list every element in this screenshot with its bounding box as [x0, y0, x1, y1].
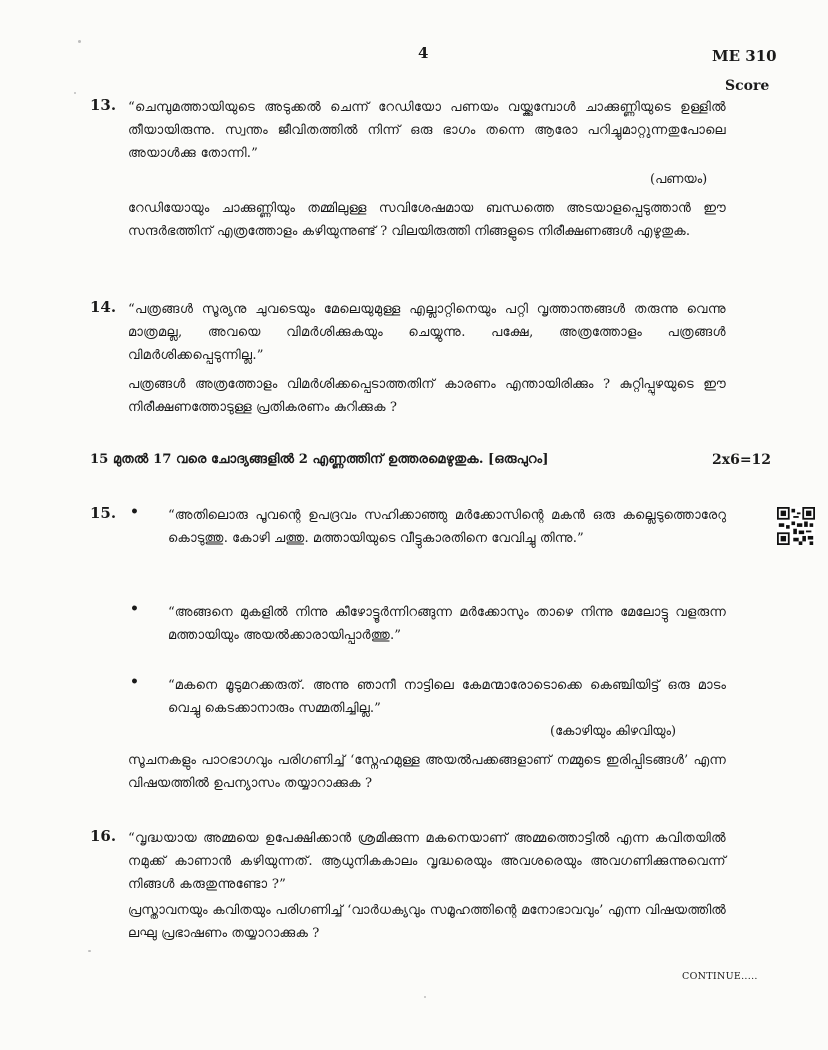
question-13-number: 13. [90, 96, 117, 114]
paper-code: ME 310 [712, 47, 777, 65]
question-15-source: (കോഴിയും കിഴവിയും) [550, 724, 677, 739]
question-16-text: പ്രസ്താവനയും കവിതയും പരിഗണിച്ച് ‘വാർധക്യവും സമൂഹത്തിന്റെ മനോഭാവവും’ എന്ന വിഷയത്തിൽ ലഘു പ്രഭാഷണം തയ്യാറാക്കുക ? [128, 903, 726, 941]
bullet-3: • [130, 674, 139, 690]
continue-footer: CONTINUE..... [682, 971, 758, 982]
question-13-text: റേഡിയോയും ചാക്കുണ്ണിയും തമ്മിലുള്ള സവിശേഷമായ ബന്ധത്തെ അടയാളപ്പെടുത്താൻ ഈ സന്ദർഭത്തിന് എത്രത്തോളം കഴിയുന്നുണ്ട് ? വിലയിരുത്തി നിങ്ങളുടെ നിരീക്ഷണങ്ങൾ എഴുതുക. [128, 201, 726, 239]
question-15-quote-3: “മകനെ മൂടുമറക്കരുത്. അന്നു ഞാനീ നാട്ടിലെ കേമന്മാരോടൊക്കെ കെഞ്ചിയിട്ട് ഒരു മാടം വെച്ചു കെടക്കാനാരും സമ്മതിച്ചില്ല.” [168, 678, 726, 716]
question-15-quote-2: “അങ്ങനെ മുകളിൽ നിന്നു കീഴോട്ടൂർന്നിറങ്ങുന്ന മർക്കോസും താഴെ നിന്നു മേലോട്ടു വളരുന്ന മത്തായിയും അയൽക്കാരായിപ്പാർത്തു.” [168, 605, 726, 643]
question-16-number: 16. [90, 827, 117, 845]
question-15-number: 15. [90, 504, 117, 522]
question-13-quote: “ചെമ്പുമത്തായിയുടെ അടുക്കൽ ചെന്ന് റേഡിയോ പണയം വയ്ക്കുമ്പോൾ ചാക്കുണ്ണിയുടെ ഉള്ളിൽ തീയായിരുന്നു. സ്വന്തം ജീവിതത്തിൽ നിന്ന് ഒരു ഭാഗം തന്നെ ആരോ പറിച്ചുമാറ്റുന്നതുപോലെ അയാൾക്കു തോന്നി.” [128, 100, 726, 161]
question-14-text: പത്രങ്ങൾ അത്രത്തോളം വിമർശിക്കപ്പെടാത്തതിന് കാരണം എന്തായിരിക്കും ? കുറ്റിപ്പുഴയുടെ ഈ നിരീക്ഷണത്തോടുള്ള പ്രതികരണം കുറിക്കുക ? [128, 377, 726, 415]
question-13-source: (പണയം) [650, 172, 708, 187]
qr-code-icon [777, 507, 815, 545]
section-marks: 2x6=12 [712, 452, 772, 468]
question-16-quote: “വൃദ്ധയായ അമ്മയെ ഉപേക്ഷിക്കാൻ ശ്രമിക്കുന്ന മകനെയാണ് അമ്മത്തൊട്ടിൽ എന്ന കവിതയിൽ നമുക്ക് കാണാൻ കഴിയുന്നത്. ആധുനികകാലം വൃദ്ധരെയും അവശരെയും അവഗണിക്കുന്നുവെന്ന് നിങ്ങൾ കരുതുന്നുണ്ടോ ?” [128, 831, 726, 892]
question-15-quote-1: “അതിലൊരു പൂവന്റെ ഉപദ്രവം സഹിക്കാഞ്ഞു മർക്കോസിന്റെ മകൻ ഒരു കല്ലെടുത്തൊരേറു കൊടുത്തു. കോഴി ചത്തു. മത്തായിയുടെ വീട്ടുകാരതിനെ വേവിച്ചു തിന്നു.” [168, 508, 726, 546]
page-number: 4 [418, 44, 429, 62]
section-instruction: 15 മുതൽ 17 വരെ ചോദ്യങ്ങളിൽ 2 എണ്ണത്തിന് ഉത്തരമെഴുതുക. [ഒരുപുറം] [90, 452, 549, 467]
question-14-quote: “പത്രങ്ങൾ സൂര്യനു ചുവടെയും മേലെയുമുള്ള എല്ലാറ്റിനെയും പറ്റി വൃത്താന്തങ്ങൾ തരുന്നു വെന്നു മാത്രമല്ല, അവയെ വിമർശിക്കുകയും ചെയ്യുന്നു. പക്ഷേ, അത്രത്തോളം പത്രങ്ങൾ വിമർശിക്കപ്പെടുന്നില്ല.” [128, 302, 726, 363]
bullet-2: • [130, 601, 139, 617]
question-15-text: സൂചനകളും പാഠഭാഗവും പരിഗണിച്ച് ‘സ്നേഹമുള്ള അയൽപക്കങ്ങളാണ് നമ്മുടെ ഇരിപ്പിടങ്ങൾ’ എന്ന വിഷയത്തിൽ ഉപന്യാസം തയ്യാറാക്കുക ? [128, 753, 726, 791]
score-label: Score [725, 78, 770, 94]
question-14-number: 14. [90, 298, 117, 316]
bullet-1: • [130, 504, 139, 520]
